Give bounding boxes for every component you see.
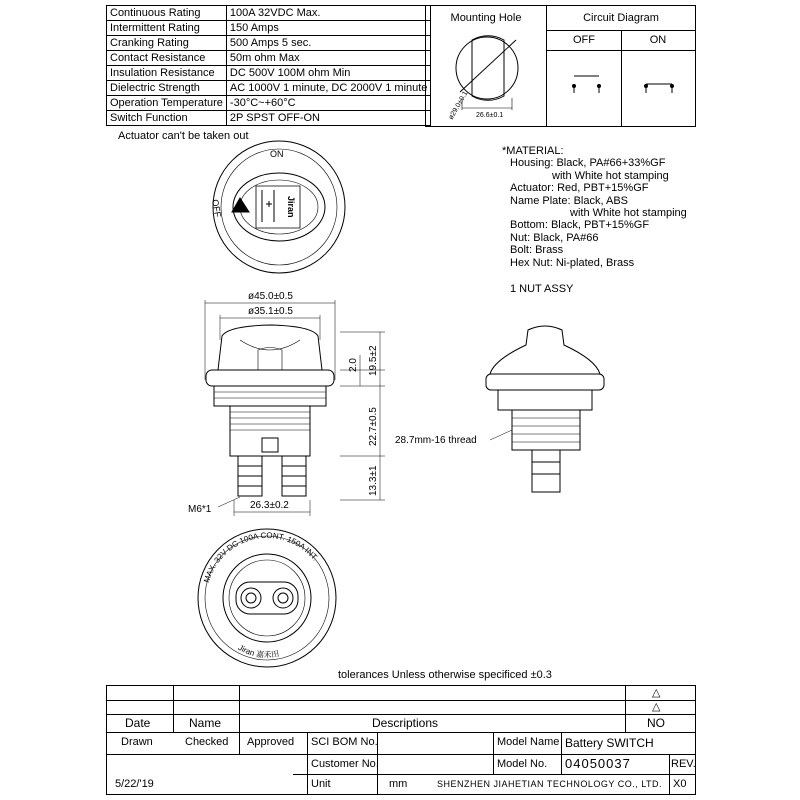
material-line: Nut: Black, PA#66 bbox=[510, 231, 599, 244]
material-line: with White hot stamping bbox=[570, 207, 687, 220]
assy-note: 1 NUT ASSY bbox=[510, 283, 574, 296]
mounting-dia-label: ø29.0±0.1 bbox=[447, 90, 470, 121]
checked-label: Checked bbox=[185, 736, 229, 748]
material-line: Actuator: Red, PBT+15%GF bbox=[510, 182, 649, 195]
date-header: Date bbox=[125, 716, 151, 730]
model-name-label: Model Name bbox=[497, 736, 560, 748]
top-view-brand: Jiran bbox=[286, 196, 296, 218]
dim-d45: ø45.0±0.5 bbox=[248, 291, 293, 302]
spec-value: 50m ohm Max bbox=[226, 51, 431, 66]
material-list bbox=[502, 145, 687, 295]
model-no-label: Model No. bbox=[497, 758, 548, 770]
top-view-drawing bbox=[213, 141, 345, 273]
spec-label: Cranking Rating bbox=[107, 36, 227, 51]
spec-label: Continuous Rating bbox=[107, 6, 227, 21]
bottom-view-drawing bbox=[198, 529, 336, 667]
dim-h2: 2.0 bbox=[348, 358, 359, 372]
sci-bom-label: SCI BOM No. bbox=[311, 736, 378, 748]
bottom-view-ring-text: MAX. 32V DC 100A CONT. 150A INT. bbox=[202, 530, 320, 584]
name-header: Name bbox=[189, 716, 222, 730]
circuit-on-label: ON bbox=[649, 34, 667, 46]
drawn-label: Drawn bbox=[121, 736, 153, 748]
material-line: Hex Nut: Ni-plated, Brass bbox=[510, 256, 635, 269]
actuator-note: Actuator can't be taken out bbox=[118, 130, 249, 142]
top-view-on-label: ON bbox=[270, 149, 284, 159]
spec-label: Dielectric Strength bbox=[107, 81, 227, 96]
material-line: Bolt: Brass bbox=[510, 244, 564, 257]
rev-label: REV. bbox=[671, 758, 696, 770]
material-line: Name Plate: Black, ABS bbox=[510, 194, 628, 207]
triangle-icon: △ bbox=[652, 701, 661, 713]
spec-value: -30°C~+60°C bbox=[226, 96, 431, 111]
model-no-value: 04050037 bbox=[565, 756, 631, 771]
spec-value: AC 1000V 1 minute, DC 2000V 1 minute bbox=[226, 81, 431, 96]
top-view-off-label: OFF bbox=[210, 198, 224, 219]
bottom-view-brand: Jiran 嘉禾田 bbox=[236, 643, 280, 660]
spec-value: 500 Amps 5 sec. bbox=[226, 36, 431, 51]
dim-d35: ø35.1±0.5 bbox=[248, 306, 293, 317]
dim-h19: 19.5±2 bbox=[368, 345, 379, 376]
mounting-hole-title: Mounting Hole bbox=[450, 12, 522, 24]
spec-value: DC 500V 100M ohm Min bbox=[226, 66, 431, 81]
spec-value: 150 Amps bbox=[226, 21, 431, 36]
title-block bbox=[106, 685, 696, 795]
material-line: Bottom: Black, PBT+15%GF bbox=[510, 219, 650, 232]
spec-label: Insulation Resistance bbox=[107, 66, 227, 81]
mounting-width-label: 26.6±0.1 bbox=[476, 112, 504, 119]
tolerance-note: tolerances Unless otherwise specificed ±0.3 bbox=[338, 669, 552, 681]
spec-label: Operation Temperature bbox=[107, 96, 227, 111]
dim-m6: M6*1 bbox=[188, 504, 212, 515]
model-name-value: Battery SWITCH bbox=[565, 736, 654, 750]
company-name: SHENZHEN JIAHETIAN TECHNOLOGY CO., LTD. bbox=[437, 779, 663, 789]
circuit-off-symbol bbox=[573, 76, 601, 93]
no-header: NO bbox=[647, 716, 665, 730]
rev-value: X0 bbox=[673, 778, 687, 790]
side-view-drawing bbox=[486, 326, 604, 492]
material-line: Housing: Black, PA#66+33%GF bbox=[510, 157, 666, 170]
circuit-diagram-title: Circuit Diagram bbox=[583, 12, 659, 24]
spec-value: 2P SPST OFF-ON bbox=[226, 111, 431, 126]
material-line: with White hot stamping bbox=[552, 169, 669, 182]
material-title: *MATERIAL: bbox=[502, 145, 564, 157]
thread-label: 28.7mm-16 thread bbox=[395, 435, 477, 446]
customer-no-label: Customer No. bbox=[311, 758, 379, 770]
circuit-on-symbol bbox=[645, 84, 674, 93]
unit-value: mm bbox=[389, 778, 408, 790]
spec-label: Switch Function bbox=[107, 111, 227, 126]
spec-label: Contact Resistance bbox=[107, 51, 227, 66]
spec-label: Intermittent Rating bbox=[107, 21, 227, 36]
triangle-icon: △ bbox=[652, 687, 661, 699]
dim-h22: 22.7±0.5 bbox=[368, 407, 379, 446]
descriptions-header: Descriptions bbox=[372, 716, 439, 730]
circuit-off-label: OFF bbox=[573, 34, 595, 46]
unit-label: Unit bbox=[311, 778, 331, 790]
drawing-date: 5/22/'19 bbox=[115, 778, 154, 790]
front-view-drawing bbox=[205, 300, 385, 516]
dim-w26: 26.3±0.2 bbox=[250, 500, 289, 511]
approved-label: Approved bbox=[247, 736, 295, 748]
spec-value: 100A 32VDC Max. bbox=[226, 6, 431, 21]
dim-h13: 13.3±1 bbox=[368, 465, 379, 496]
